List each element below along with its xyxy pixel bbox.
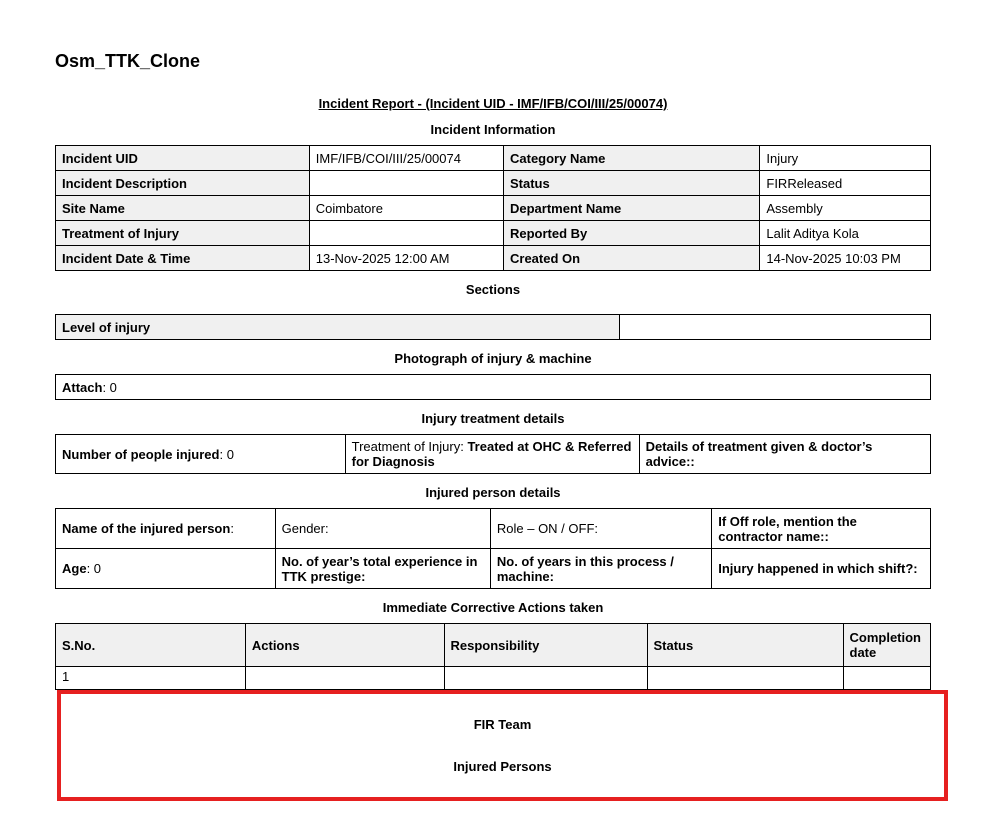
table-row [56,375,931,400]
injured-person-heading: Injured person details [425,485,561,500]
injured-name-label: Name of the injured person [62,521,231,536]
corrective-actions-heading: Immediate Corrective Actions taken [382,600,604,615]
status-label: Status [504,171,760,196]
incident-description-label: Incident Description [56,171,310,196]
category-name-label: Category Name [504,146,760,171]
experience-cell [275,549,490,589]
role-label: Role – ON / OFF: [496,521,599,536]
status-header: Status [647,624,843,667]
injury-treatment-heading: Injury treatment details [421,411,565,426]
status-value: FIRReleased [760,171,931,196]
sno-value: 1 [56,667,246,690]
contractor-label: If Off role, mention the contractor name: [718,513,857,544]
treatment-of-injury-value [309,221,503,246]
age-label: Age [62,561,87,576]
corrective-actions-table [55,623,931,690]
table-row [56,435,931,474]
table-row [56,171,931,196]
reported-by-value: Lalit Aditya Kola [760,221,931,246]
report-heading: Incident Report - (Incident UID - IMF/IFB/COI/III/25/00074) [318,96,668,111]
level-of-injury-value [620,315,931,340]
actions-value [245,667,444,690]
contractor-cell [712,509,931,549]
attach-value: : 0 [102,379,117,395]
table-header-row [56,624,931,667]
treatment-of-injury-label: Treatment of Injury [56,221,310,246]
incident-description-value [309,171,503,196]
experience-label: No. of year’s total experience in TTK prestige: [281,553,478,584]
shift-label: Injury happened in which shift?: [718,561,918,576]
shift-cell [712,549,931,589]
sno-header: S.No. [56,624,246,667]
treatment-details-cell [639,435,930,474]
page-title: Osm_TTK_Clone [55,51,201,71]
treatment-details-value: : [690,454,695,469]
fir-team-label: FIR Team [473,717,532,732]
incident-uid-label: Incident UID [56,146,310,171]
reported-by-label: Reported By [504,221,760,246]
sections-heading: Sections [465,282,521,297]
table-row [56,549,931,589]
photograph-table [55,374,931,400]
injured-name-value: : [230,521,234,536]
treatment-label: Treatment of Injury: [351,439,468,454]
table-row [56,196,931,221]
injury-treatment-table [55,434,931,474]
table-row [56,146,931,171]
incident-uid-value: IMF/IFB/COI/III/25/00074 [309,146,503,171]
role-cell [490,509,711,549]
table-row [56,221,931,246]
sections-table [55,314,931,340]
incident-information-table [55,145,931,271]
created-on-label: Created On [504,246,760,271]
actions-header: Actions [245,624,444,667]
process-years-cell [490,549,711,589]
injured-persons-label: Injured Persons [453,759,552,774]
process-years-label: No. of years in this process / machine: [496,553,674,584]
people-injured-value: : 0 [219,446,234,462]
fir-highlight-box [57,690,948,801]
photograph-heading: Photograph of injury & machine [394,351,592,366]
status-value-cell [647,667,843,690]
responsibility-value [444,667,647,690]
age-cell [56,549,276,589]
people-injured-cell [56,435,346,474]
age-value: : 0 [86,561,102,576]
department-name-value: Assembly [760,196,931,221]
report-content [55,50,931,801]
treatment-details-label: Details of treatment given & doctor’s advice: [645,439,873,469]
site-name-label: Site Name [56,196,310,221]
treatment-cell [345,435,639,474]
gender-label: Gender: [281,521,329,536]
injured-name-cell [56,509,276,549]
site-name-value: Coimbatore [309,196,503,221]
table-row [56,667,931,690]
table-row [56,315,931,340]
people-injured-label: Number of people injured [62,446,220,462]
responsibility-header: Responsibility [444,624,647,667]
created-on-value: 14-Nov-2025 10:03 PM [760,246,931,271]
table-row [56,246,931,271]
category-name-value: Injury [760,146,931,171]
incident-information-heading: Incident Information [430,122,556,137]
table-row [56,509,931,549]
incident-datetime-value: 13-Nov-2025 12:00 AM [309,246,503,271]
attach-label: Attach [62,379,103,395]
injured-person-table [55,508,931,589]
attach-cell [56,375,931,400]
incident-datetime-label: Incident Date & Time [56,246,310,271]
contractor-value: : [824,528,829,544]
level-of-injury-label: Level of injury [56,315,620,340]
completion-date-value [843,667,931,690]
department-name-label: Department Name [504,196,760,221]
gender-cell [275,509,490,549]
treatment-value: Treated at OHC & Referred for Diagnosis [351,439,632,469]
completion-date-header: Completion date [843,624,931,667]
